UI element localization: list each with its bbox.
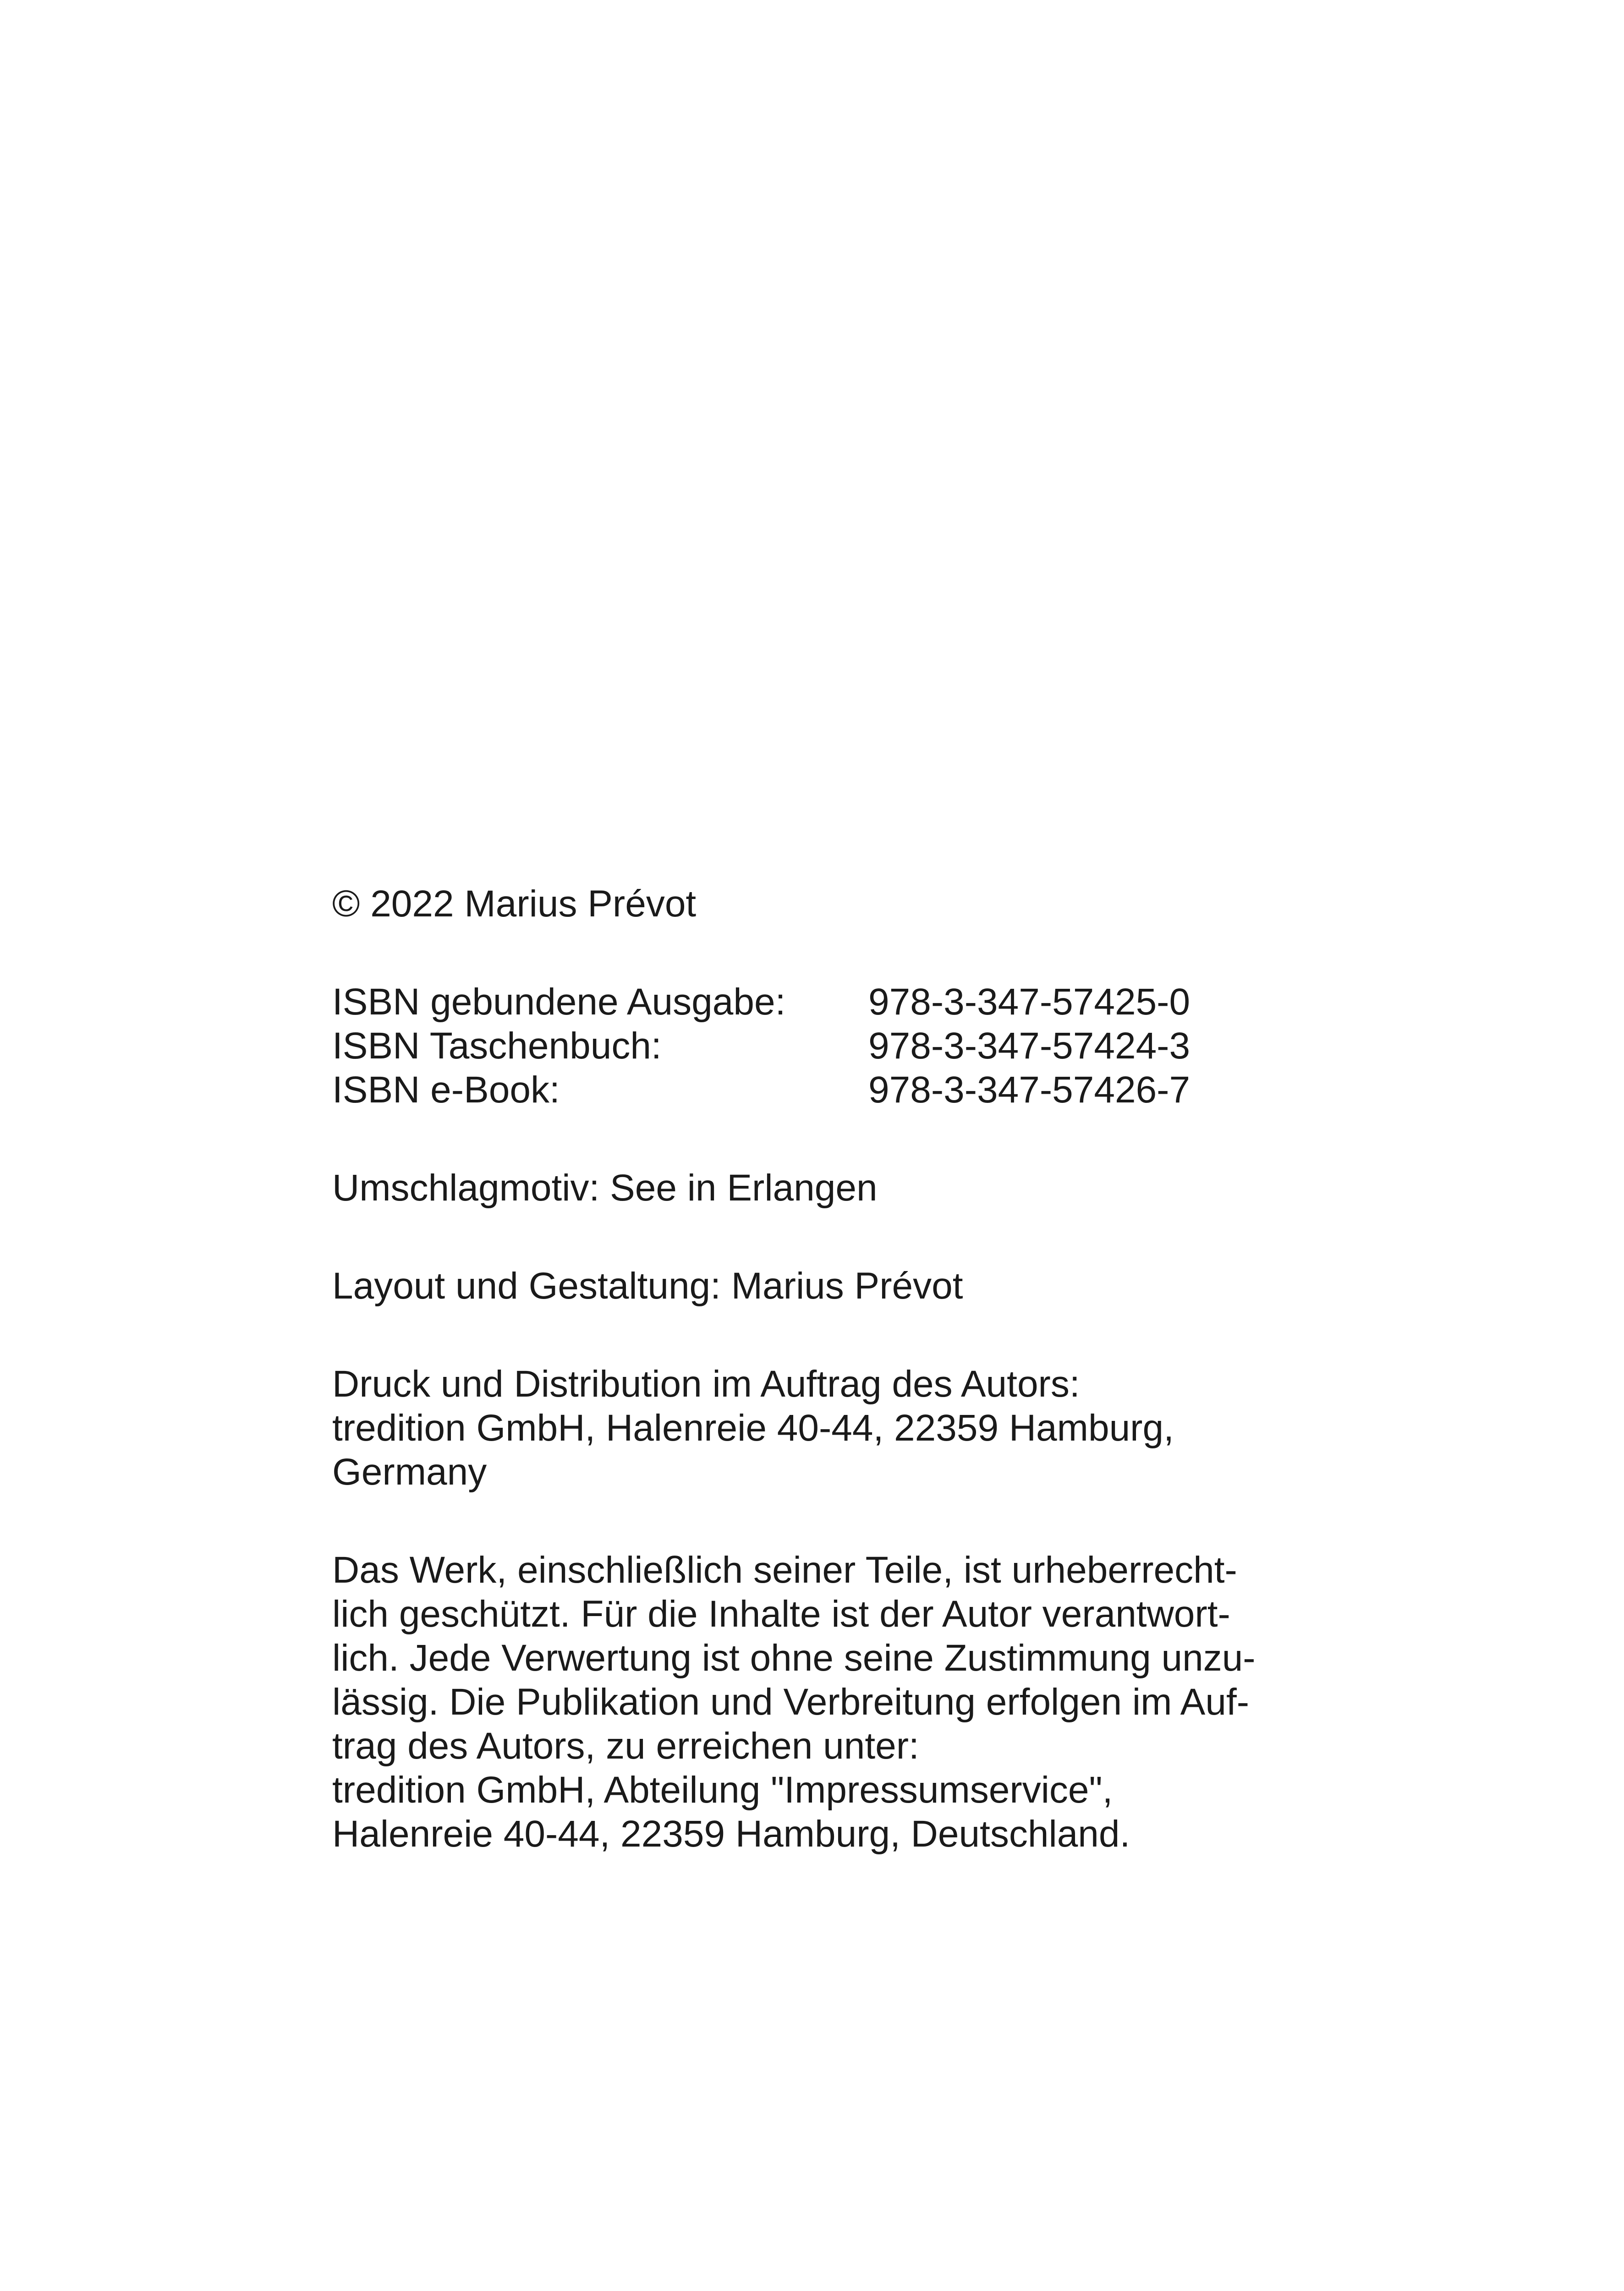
printing-line: tredition GmbH, Halenreie 40-44, 22359 Hamburg,: [332, 1407, 1174, 1449]
legal-line: Das Werk, einschließlich seiner Teile, ist urheberrecht-: [332, 1549, 1237, 1591]
legal-line: Halenreie 40-44, 22359 Hamburg, Deutschland.: [332, 1813, 1130, 1855]
layout-credit-text: Layout und Gestaltung: Marius Prévot: [332, 1265, 963, 1307]
isbn-row-ebook: [332, 1068, 1295, 1112]
legal-line: lich. Jede Verwertung ist ohne seine Zustimmung unzu-: [332, 1637, 1256, 1679]
legal-line: lich geschützt. Für die Inhalte ist der Autor verantwort-: [332, 1593, 1230, 1635]
printing-line: Druck und Distribution im Auftrag des Autors:: [332, 1363, 1080, 1405]
isbn-label: ISBN Taschenbuch:: [332, 1025, 662, 1067]
cover-motif: [332, 1166, 1295, 1210]
isbn-list: [332, 980, 1295, 1112]
legal-notice: [332, 1548, 1295, 1856]
legal-line: trag des Autors, zu erreichen unter:: [332, 1725, 919, 1767]
copyright-notice: [332, 882, 1295, 926]
isbn-value: 978-3-347-57425-0: [868, 981, 1191, 1023]
layout-credit: [332, 1264, 1295, 1308]
isbn-row-hardcover: [332, 980, 1295, 1024]
isbn-label: ISBN gebundene Ausgabe:: [332, 981, 786, 1023]
isbn-value: 978-3-347-57424-3: [868, 1025, 1191, 1067]
cover-motif-text: Umschlagmotiv: See in Erlangen: [332, 1167, 878, 1209]
legal-line: lässig. Die Publikation und Verbreitung erfolgen im Auf-: [332, 1681, 1250, 1723]
copyright-text: © 2022 Marius Prévot: [332, 883, 697, 925]
imprint-block: [332, 882, 1295, 1856]
isbn-row-paperback: [332, 1024, 1295, 1068]
printing-line: Germany: [332, 1451, 487, 1493]
legal-line: tredition GmbH, Abteilung "Impressumservice",: [332, 1769, 1113, 1811]
printing-info: [332, 1362, 1295, 1494]
isbn-label: ISBN e-Book:: [332, 1069, 560, 1111]
isbn-value: 978-3-347-57426-7: [868, 1069, 1191, 1111]
